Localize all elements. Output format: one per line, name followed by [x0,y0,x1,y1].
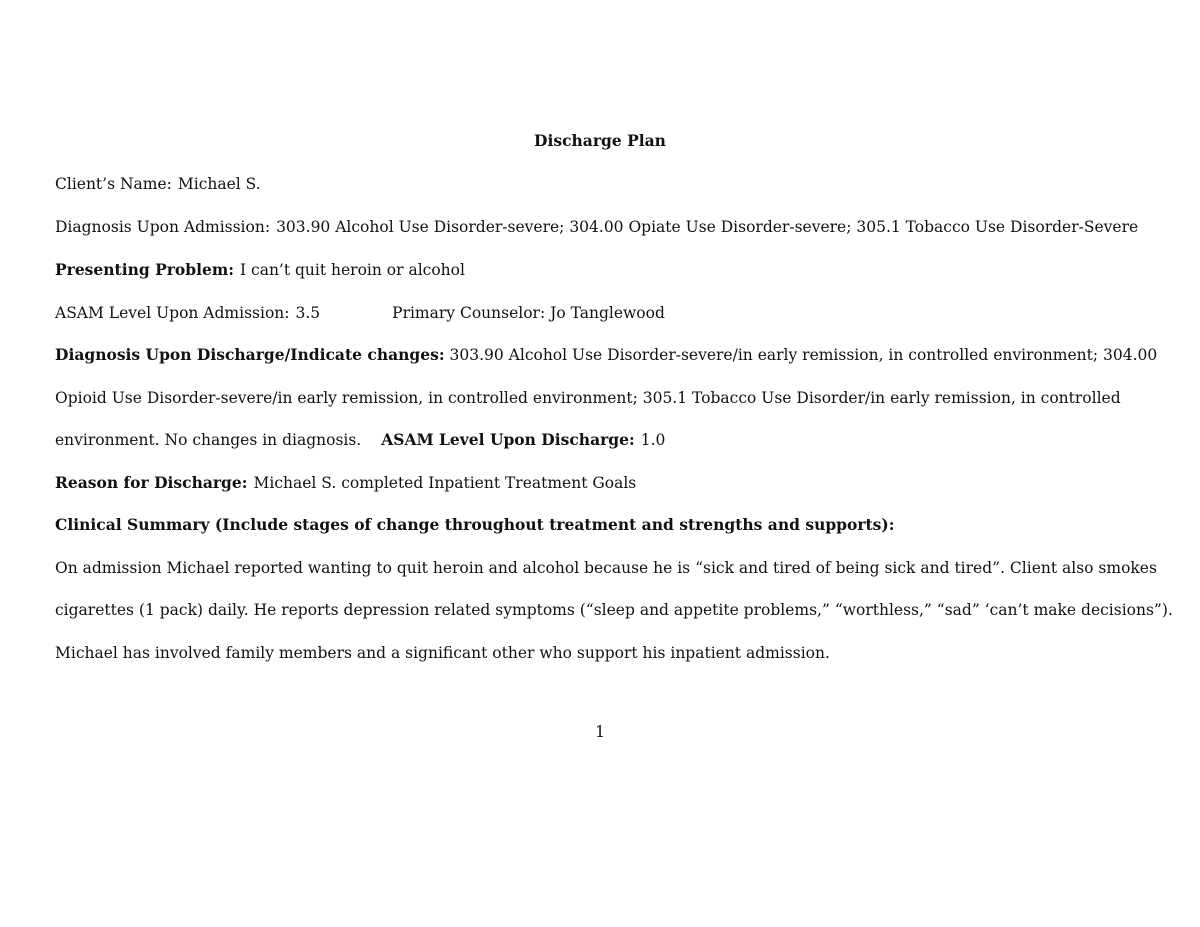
diagnosis-discharge-text-1: 303.90 Alcohol Use Disorder-severe/in early remission, in controlled environment; 304.00 [449,346,1158,364]
clinical-summary-line-2: cigarettes (1 pack) daily. He reports depression related symptoms (“sleep and appetite problems,” “worthless,” “sad” ‘can’t make decisions”). [55,601,1173,619]
asam-admission-line [55,303,665,323]
primary-counselor-value: Jo Tanglewood [550,304,665,322]
presenting-problem-line [55,260,465,280]
asam-admission-value: 3.5 [295,304,321,322]
asam-discharge-value: 1.0 [640,431,666,449]
diagnosis-discharge-line-1 [55,345,1157,365]
diagnosis-admission-value: 303.90 Alcohol Use Disorder-severe; 304.00 Opiate Use Disorder-severe; 305.1 Tobacco Use Disorder-Severe [276,218,1139,236]
diagnosis-discharge-line-3 [55,430,665,450]
reason-for-discharge-label: Reason for Discharge: [55,473,248,492]
client-name-value: Michael S. [177,175,261,193]
document-title: Discharge Plan [534,131,666,150]
client-name-line [55,174,261,194]
presenting-problem-value: I can’t quit heroin or alcohol [239,261,465,279]
presenting-problem-label: Presenting Problem: [55,260,234,279]
primary-counselor-label: Primary Counselor: [392,304,546,322]
clinical-summary-heading: Clinical Summary (Include stages of change throughout treatment and strengths and supports): [55,515,895,534]
diagnosis-admission-label: Diagnosis Upon Admission: [55,218,271,236]
diagnosis-discharge-text-3: environment. No changes in diagnosis. [55,431,362,449]
reason-for-discharge-line [55,473,636,493]
clinical-summary-line-3: Michael has involved family members and a significant other who support his inpatient admission. [55,644,830,662]
asam-admission-label: ASAM Level Upon Admission: [55,304,290,322]
diagnosis-discharge-label: Diagnosis Upon Discharge/Indicate changes: [55,345,445,364]
diagnosis-discharge-text-2: Opioid Use Disorder-severe/in early remission, in controlled environment; 305.1 Tobacco Use Disorder/in early remission, in controlled [55,389,1121,407]
reason-for-discharge-value: Michael S. completed Inpatient Treatment Goals [253,474,637,492]
diagnosis-discharge-line-2 [55,388,1121,408]
clinical-summary-line-1: On admission Michael reported wanting to quit heroin and alcohol because he is “sick and tired of being sick and tired”. Client also smokes [55,559,1157,577]
asam-discharge-label: ASAM Level Upon Discharge: [381,430,635,449]
client-name-label: Client’s Name: [55,175,172,193]
diagnosis-admission-line [55,217,1138,237]
page-number: 1 [595,723,605,741]
